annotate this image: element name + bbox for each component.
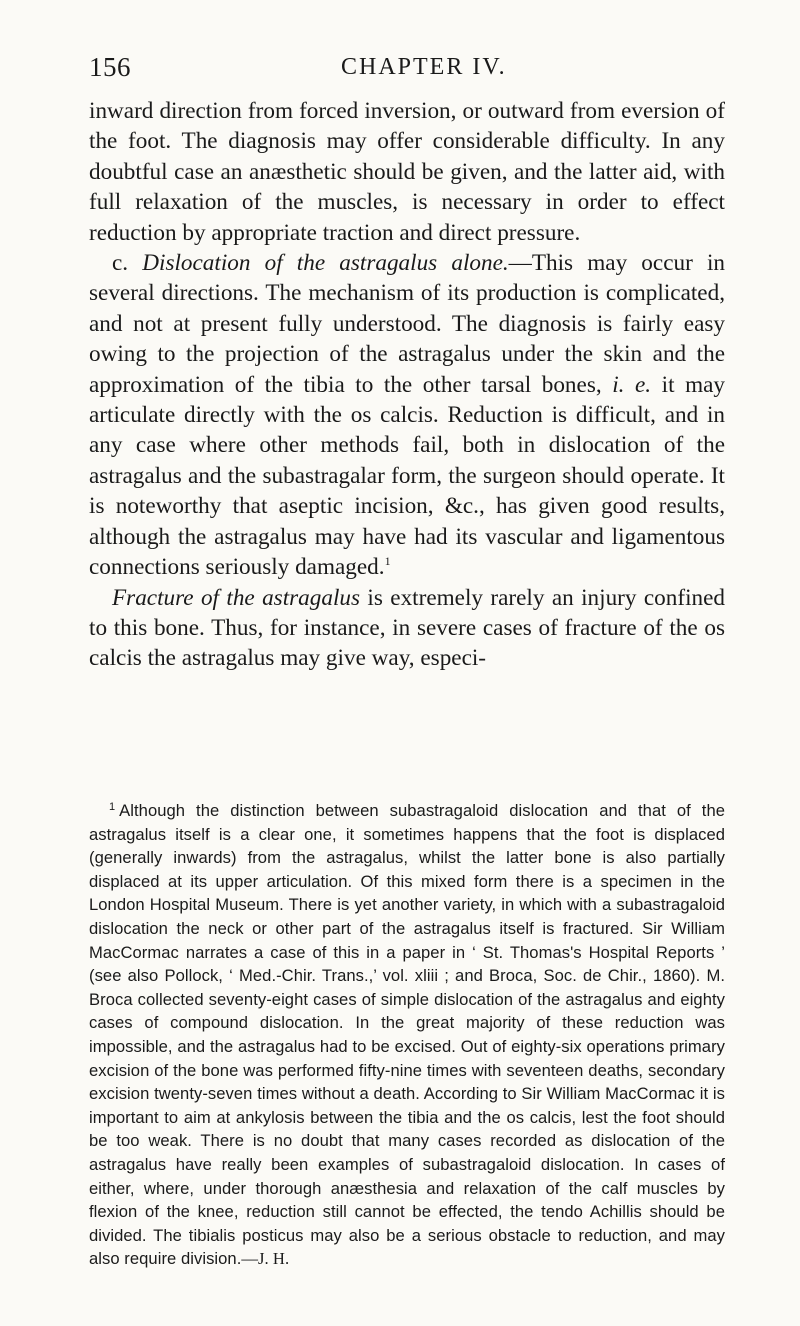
paragraph-dislocation-astragalus: c. Dislocation of the astragalus alone.—This may occur in several directions. The mechanism of its production is complicated, and not at present fully understood. The diagnosis is fairly easy owing to the projection of the astragalus under the skin and the approximation of the tibia to the other tarsal bones, i. e. it may articulate directly with the os calcis. Reduction is difficult, and in any case where other methods fail, both in dislocation of the astragalus and the subastragalar form, the surgeon should operate. It is noteworthy that aseptic incision, &c., has given good results, although the astragalus may have had its vascular and ligamentous connections seriously damaged.$^1$ [89,250,726,581]
page-header [89,52,719,86]
section-title: Dislocation of the astragalus alone. [142,250,509,277]
footnote-signature: —J. H. [241,1249,290,1269]
section-label: c. [112,250,129,277]
body-text [89,96,725,674]
footnote-text: Although the distinction between subastragaloid dislocation and that of the astragalus itself is a clear one, it sometimes happens that the foot is displaced (generally inwards) from the astragalus, whilst the latter bone is also partially displaced at its upper articulation. Of this mixed form there is a specimen in the London Hospital Museum. There is yet another variety, in which with a subastragaloid dislocation the neck or other part of the astragalus itself is fractured. Sir William MacCormac narrates a case of this in a paper in ‘ St. Thomas's Hospital Reports ’ (see also Pollock, ‘ Med.-Chir. Trans.,’ vol. xliii ; and Broca, Soc. de Chir., 1860). M. Broca collected seventy-eight cases of simple dislocation of the astragalus and eighty cases of compound dislocation. In the great majority of these reduction was impossible, and the astragalus had to be excised. Out of eighty-six operations primary excision of the bone was performed fifty-nine times with seventeen deaths, secondary excision twenty-seven times without a death. According to Sir William MacCormac it is important to aim at ankylosis between the tibia and the os calcis, lest the foot should be too weak. There is no doubt that many cases recorded as dislocation of the astragalus have really been examples of subastragaloid dislocation. In cases of either, where, under thorough anæsthesia and relaxation of the calf muscles by flexion of the knee, reduction still cannot be effected, the tendo Achillis should be divided. The tibialis posticus may also be a serious obstacle to reduction, and may also require division. [89,801,725,1269]
page-number: 156 [89,52,131,82]
paragraph-fracture-astragalus: Fracture of the astragalus is extremely rarely an injury confined to this bone. Thus, for instance, in severe cases of fracture of the os calcis the astragalus may give way, especi- [89,584,725,672]
paragraph-continuation: inward direction from forced inversion, or outward from eversion of the foot. The diagnosis may offer considerable difficulty. In any doubtful case an anæsthetic should be given, and the latter aid, with full relaxation of the muscles, is necessary in order to effect reduction by appropriate traction and direct pressure. [89,98,725,246]
running-head: CHAPTER IV. [341,54,507,80]
footnote-reference: 1 [384,554,391,569]
footnote-mark: 1 [109,801,116,813]
footnote [89,796,725,1271]
section-title: Fracture of the astragalus [112,584,361,611]
